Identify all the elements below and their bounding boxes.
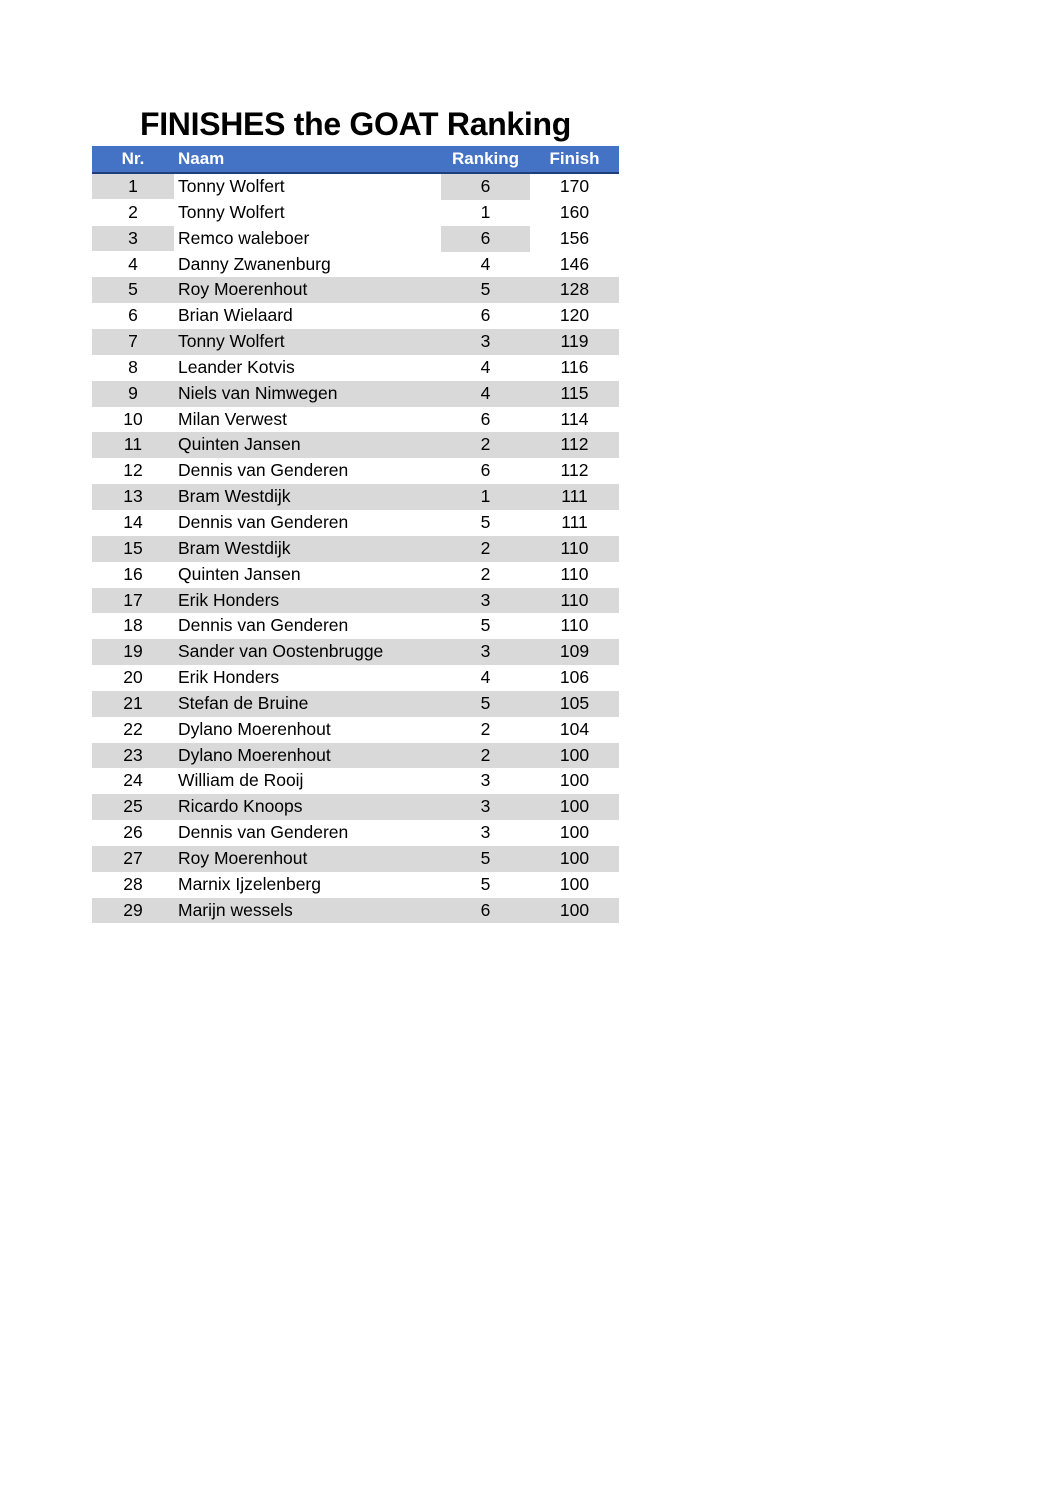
cell-finish: 114 <box>560 408 589 429</box>
cell-ranking: 2 <box>480 718 491 739</box>
cell-nr: 17 <box>123 589 143 610</box>
table-row <box>92 536 619 562</box>
cell-ranking: 2 <box>480 744 491 765</box>
cell-naam: Bram Westdijk <box>178 537 291 558</box>
cell-nr: 24 <box>123 770 143 791</box>
cell-finish: 110 <box>560 589 589 610</box>
cell-nr: 25 <box>123 796 143 817</box>
cell-finish: 100 <box>559 847 590 868</box>
cell-naam: Roy Moerenhout <box>178 847 308 868</box>
table-row <box>92 484 619 510</box>
cell-naam: Tonny Wolfert <box>174 174 441 200</box>
cell-finish: 111 <box>561 511 588 532</box>
cell-naam: Quinten Jansen <box>178 563 301 584</box>
ranking-table <box>92 146 619 923</box>
cell-ranking: 4 <box>480 382 491 403</box>
cell-nr: 16 <box>123 563 143 584</box>
cell-ranking: 6 <box>480 408 491 429</box>
table-row <box>92 665 619 691</box>
cell-nr: 14 <box>123 511 143 532</box>
cell-naam: Sander van Oostenbrugge <box>178 641 384 662</box>
cell-naam: William de Rooij <box>178 770 304 791</box>
cell-ranking: 3 <box>480 589 491 610</box>
table-body <box>92 174 619 923</box>
table-row <box>92 768 619 794</box>
cell-ranking: 5 <box>480 873 491 894</box>
cell-finish: 100 <box>559 822 590 843</box>
cell-finish: 110 <box>560 537 589 558</box>
table-row <box>92 252 619 278</box>
cell-ranking: 6 <box>480 899 491 920</box>
cell-finish: 100 <box>559 873 590 894</box>
cell-nr: 19 <box>123 641 143 662</box>
table-row <box>92 639 619 665</box>
table-row <box>92 872 619 898</box>
cell-finish: 109 <box>559 641 590 662</box>
cell-nr: 28 <box>123 873 143 894</box>
table-row <box>92 432 619 458</box>
table-row <box>92 277 619 303</box>
cell-ranking: 5 <box>480 692 491 713</box>
cell-ranking: 2 <box>480 537 491 558</box>
cell-nr: 21 <box>123 692 143 713</box>
cell-ranking: 4 <box>480 667 491 688</box>
cell-nr: 8 <box>128 356 138 377</box>
table-row <box>92 898 619 924</box>
cell-ranking: 3 <box>480 796 491 817</box>
cell-nr: 10 <box>123 408 143 429</box>
cell-ranking: 3 <box>480 770 491 791</box>
cell-naam: Erik Honders <box>178 667 280 688</box>
table-row <box>92 458 619 484</box>
cell-finish: 111 <box>561 486 588 507</box>
cell-naam: Dylano Moerenhout <box>178 744 331 765</box>
cell-ranking: 6 <box>480 305 491 326</box>
cell-finish: 146 <box>559 253 590 274</box>
cell-finish: 112 <box>560 434 589 455</box>
cell-finish: 112 <box>560 460 589 481</box>
cell-nr: 27 <box>123 847 143 868</box>
cell-finish: 119 <box>560 331 589 352</box>
cell-nr: 6 <box>128 305 138 326</box>
table-row <box>92 510 619 536</box>
cell-finish: 120 <box>559 305 590 326</box>
cell-nr: 13 <box>123 486 143 507</box>
cell-naam: Dennis van Genderen <box>178 615 349 636</box>
cell-ranking: 6 <box>441 174 530 200</box>
cell-finish: 110 <box>560 563 589 584</box>
cell-nr: 5 <box>128 279 138 300</box>
cell-finish: 100 <box>559 796 590 817</box>
cell-naam: Dennis van Genderen <box>178 460 349 481</box>
column-header-naam: Naam <box>178 149 225 168</box>
table-row <box>92 355 619 381</box>
cell-naam: Dennis van Genderen <box>178 822 349 843</box>
table-row <box>92 226 619 252</box>
cell-ranking: 1 <box>480 201 491 222</box>
cell-finish: 106 <box>559 667 590 688</box>
table-row <box>92 794 619 820</box>
table-row <box>92 717 619 743</box>
cell-finish: 100 <box>559 770 590 791</box>
cell-nr: 11 <box>123 434 143 455</box>
cell-ranking: 3 <box>480 822 491 843</box>
cell-naam: Roy Moerenhout <box>178 279 308 300</box>
cell-nr: 9 <box>128 382 138 403</box>
table-row <box>92 562 619 588</box>
cell-finish: 128 <box>559 279 590 300</box>
table-row <box>92 691 619 717</box>
cell-finish: 100 <box>559 899 590 920</box>
cell-nr: 15 <box>123 537 143 558</box>
cell-naam: Remco waleboer <box>174 226 441 252</box>
table-row <box>92 588 619 614</box>
cell-ranking: 3 <box>480 641 491 662</box>
cell-naam: Leander Kotvis <box>178 356 295 377</box>
cell-nr: 4 <box>128 253 138 274</box>
table-row <box>92 381 619 407</box>
cell-nr: 2 <box>128 201 138 222</box>
cell-naam: Marnix Ijzelenberg <box>178 873 321 894</box>
cell-nr: 18 <box>123 615 143 636</box>
cell-nr: 7 <box>128 331 138 352</box>
cell-naam: Quinten Jansen <box>178 434 301 455</box>
cell-ranking: 5 <box>480 279 491 300</box>
table-row <box>92 613 619 639</box>
cell-nr: 29 <box>123 899 143 920</box>
table-row <box>92 407 619 433</box>
cell-ranking: 5 <box>480 615 491 636</box>
cell-nr: 1 <box>92 174 174 200</box>
cell-ranking: 1 <box>480 486 491 507</box>
column-header-ranking: Ranking <box>451 149 520 168</box>
cell-ranking: 5 <box>480 511 491 532</box>
cell-naam: Niels van Nimwegen <box>178 382 338 403</box>
cell-ranking: 2 <box>480 563 491 584</box>
cell-naam: Tonny Wolfert <box>178 201 285 222</box>
column-header-nr: Nr. <box>121 149 145 168</box>
cell-naam: Stefan de Bruine <box>178 692 309 713</box>
cell-ranking: 4 <box>480 253 491 274</box>
cell-naam: Dennis van Genderen <box>178 511 349 532</box>
table-row <box>92 303 619 329</box>
cell-finish: 116 <box>560 356 589 377</box>
cell-nr: 23 <box>123 744 143 765</box>
cell-nr: 22 <box>123 718 143 739</box>
cell-ranking: 2 <box>480 434 491 455</box>
page-title: FINISHES the GOAT Ranking <box>139 106 572 142</box>
cell-naam: Brian Wielaard <box>178 305 293 326</box>
table-row <box>92 743 619 769</box>
cell-ranking: 6 <box>480 460 491 481</box>
cell-finish: 100 <box>559 744 590 765</box>
cell-naam: Dylano Moerenhout <box>178 718 331 739</box>
cell-nr: 26 <box>123 822 143 843</box>
cell-naam: Tonny Wolfert <box>178 331 285 352</box>
cell-ranking: 5 <box>480 847 491 868</box>
table-row <box>92 329 619 355</box>
column-header-finish: Finish <box>549 149 600 168</box>
cell-finish: 115 <box>560 382 589 403</box>
cell-finish: 105 <box>559 692 590 713</box>
cell-finish: 156 <box>530 226 619 252</box>
cell-ranking: 6 <box>441 226 530 252</box>
cell-ranking: 3 <box>480 331 491 352</box>
cell-naam: Milan Verwest <box>178 408 287 429</box>
table-row <box>92 174 619 200</box>
cell-naam: Danny Zwanenburg <box>178 253 331 274</box>
table-header <box>92 146 619 174</box>
cell-ranking: 4 <box>480 356 491 377</box>
cell-finish: 104 <box>559 718 590 739</box>
cell-nr: 3 <box>92 226 174 252</box>
cell-finish: 110 <box>560 615 589 636</box>
table-row <box>92 200 619 226</box>
cell-naam: Bram Westdijk <box>178 486 291 507</box>
cell-finish: 160 <box>559 201 590 222</box>
cell-naam: Marijn wessels <box>178 899 293 920</box>
cell-naam: Erik Honders <box>178 589 280 610</box>
cell-finish: 170 <box>530 174 619 200</box>
table-row <box>92 820 619 846</box>
cell-nr: 12 <box>123 460 143 481</box>
table-row <box>92 846 619 872</box>
cell-nr: 20 <box>123 667 143 688</box>
cell-naam: Ricardo Knoops <box>178 796 303 817</box>
